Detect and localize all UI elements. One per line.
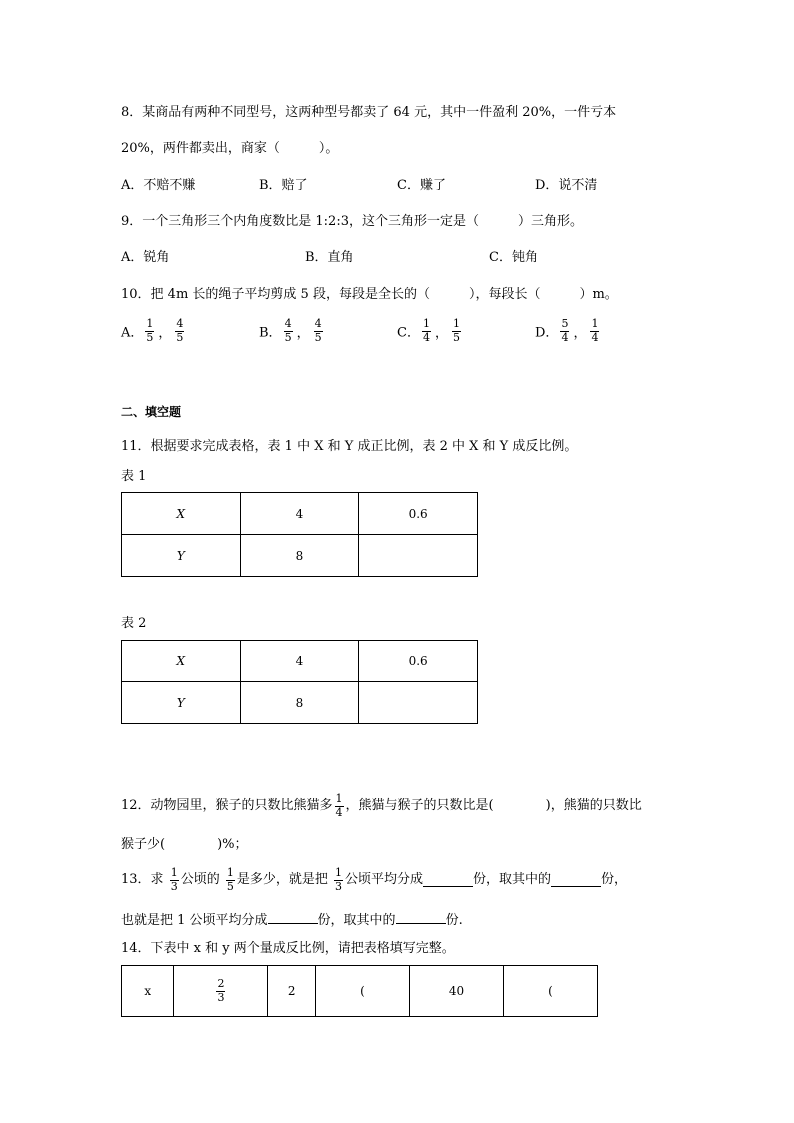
q13-text: 份，取其中的 <box>473 872 552 887</box>
comma: ， <box>573 325 587 341</box>
answer-blank[interactable] <box>396 911 446 924</box>
answer-blank[interactable] <box>423 874 473 887</box>
answer-cell[interactable] <box>359 535 478 577</box>
fraction <box>170 867 179 893</box>
table-cell: 8 <box>240 682 359 724</box>
fraction <box>452 318 461 344</box>
answer-cell[interactable]: ( <box>504 966 598 1017</box>
denominator: 5 <box>284 330 292 344</box>
q13-text: 份，取其中的 <box>317 913 396 928</box>
table-cell-fraction <box>174 966 268 1017</box>
numerator: 1 <box>335 865 342 879</box>
denominator: 4 <box>561 330 569 344</box>
denominator: 3 <box>170 879 178 893</box>
answer-blank[interactable] <box>268 911 318 924</box>
table-row <box>122 493 478 535</box>
q13-line2 <box>121 911 463 927</box>
comma: ， <box>158 325 172 341</box>
answer-cell[interactable]: ( <box>316 966 410 1017</box>
section-title: 二、填空题 <box>121 405 182 419</box>
q13-text: 也就是把 1 公顷平均分成 <box>121 913 268 928</box>
fraction <box>226 867 235 893</box>
numerator: 1 <box>226 865 234 879</box>
fraction <box>590 318 599 344</box>
q13-text: 份， <box>601 872 628 887</box>
numerator: 1 <box>335 791 343 805</box>
numerator: 1 <box>422 317 430 330</box>
option-label: B． <box>259 325 282 341</box>
q13-text: 份. <box>445 913 463 928</box>
numerator: 1 <box>146 317 154 330</box>
q10-option-b[interactable] <box>259 318 325 344</box>
denominator: 5 <box>314 330 322 344</box>
table-row <box>122 682 478 724</box>
denominator: 4 <box>335 805 343 819</box>
fraction <box>175 318 184 344</box>
option-label: C． <box>397 325 420 341</box>
q13-text: 公顷的 <box>180 872 220 887</box>
table-cell: 8 <box>240 535 359 577</box>
q8-line1: 8．某商品有两种不同型号，这两种型号都卖了 64 元，其中一件盈利 20%，一件亏本 <box>121 105 617 120</box>
fraction <box>216 978 225 1004</box>
fraction <box>335 793 344 819</box>
table-cell: 4 <box>240 493 359 535</box>
denominator: 5 <box>146 330 154 344</box>
fraction <box>422 318 431 344</box>
q10-line1: 10．把 4m 长的绳子平均剪成 5 段，每段是全长的（ ），每段长（ ）m。 <box>121 287 618 302</box>
q12-text-b: ，熊猫与猴子的只数比是( )，熊猫的只数比 <box>345 798 642 813</box>
q13-text: 13．求 <box>121 872 164 887</box>
table-2 <box>121 640 478 724</box>
q13-text: 是多少，就是把 <box>236 872 328 887</box>
fraction <box>145 318 154 344</box>
denominator: 5 <box>226 879 234 893</box>
q13-line1 <box>121 866 627 895</box>
fraction <box>314 318 323 344</box>
table-cell: Y <box>122 535 241 577</box>
q14-line1: 14．下表中 x 和 y 两个量成反比例，请把表格填写完整。 <box>121 941 455 956</box>
table-cell: 0.6 <box>359 493 478 535</box>
fraction <box>560 318 569 344</box>
denominator: 4 <box>591 330 599 344</box>
denominator: 5 <box>452 330 460 344</box>
q12-line2: 猴子少( )%； <box>121 837 248 852</box>
denominator: 3 <box>335 879 342 893</box>
q8-option-b[interactable]: B．赔了 <box>259 178 308 193</box>
table-cell: Y <box>122 682 241 724</box>
q12-text-a: 12．动物园里，猴子的只数比熊猫多 <box>121 798 333 813</box>
numerator: 4 <box>284 317 292 330</box>
table2-caption: 表 2 <box>121 616 147 631</box>
q8-option-c[interactable]: C．赚了 <box>397 178 446 193</box>
numerator: 1 <box>452 317 460 330</box>
q10-option-a[interactable] <box>121 318 186 344</box>
q11-line1: 11．根据要求完成表格，表 1 中 X 和 Y 成正比例，表 2 中 X 和 Y 成反比例。 <box>121 439 578 454</box>
q8-line2: 20%，两件都卖出，商家（ ）。 <box>121 141 339 156</box>
comma: ， <box>434 325 448 341</box>
answer-blank[interactable] <box>551 874 601 887</box>
comma: ， <box>296 325 310 341</box>
table-cell: x <box>122 966 174 1017</box>
table-row <box>122 966 598 1017</box>
table-cell: 0.6 <box>359 641 478 682</box>
numerator: 2 <box>217 976 225 990</box>
table-cell: X <box>122 641 241 682</box>
denominator: 4 <box>422 330 430 344</box>
q8-option-a[interactable]: A．不赔不赚 <box>121 178 196 193</box>
table-3 <box>121 965 598 1017</box>
table1-caption: 表 1 <box>121 469 147 484</box>
table-cell: X <box>122 493 241 535</box>
q9-option-b[interactable]: B．直角 <box>305 250 354 265</box>
table-row <box>122 535 478 577</box>
table-cell: 4 <box>240 641 359 682</box>
fraction <box>334 867 343 893</box>
q8-option-d[interactable]: D．说不清 <box>535 178 598 193</box>
numerator: 1 <box>170 865 178 879</box>
numerator: 5 <box>561 317 569 330</box>
q9-line1: 9．一个三角形三个内角度数比是 1:2:3，这个三角形一定是（ ）三角形。 <box>121 214 583 229</box>
q10-option-d[interactable] <box>535 318 601 344</box>
answer-cell[interactable] <box>359 682 478 724</box>
table-row <box>122 641 478 682</box>
option-label: D． <box>535 325 559 341</box>
option-label: A． <box>121 325 144 341</box>
numerator: 4 <box>314 317 322 330</box>
q9-option-c[interactable]: C．钝角 <box>489 250 538 265</box>
numerator: 1 <box>591 317 599 330</box>
table-cell: 2 <box>268 966 316 1017</box>
table-cell: 40 <box>409 966 503 1017</box>
denominator: 3 <box>217 990 225 1004</box>
denominator: 5 <box>176 330 184 344</box>
fraction <box>284 318 293 344</box>
numerator: 4 <box>176 317 184 330</box>
q12-line1 <box>121 792 642 821</box>
q10-option-c[interactable] <box>397 318 463 344</box>
q9-option-a[interactable]: A．锐角 <box>121 250 170 265</box>
q13-text: 公顷平均分成 <box>345 872 424 887</box>
table-1 <box>121 492 478 577</box>
